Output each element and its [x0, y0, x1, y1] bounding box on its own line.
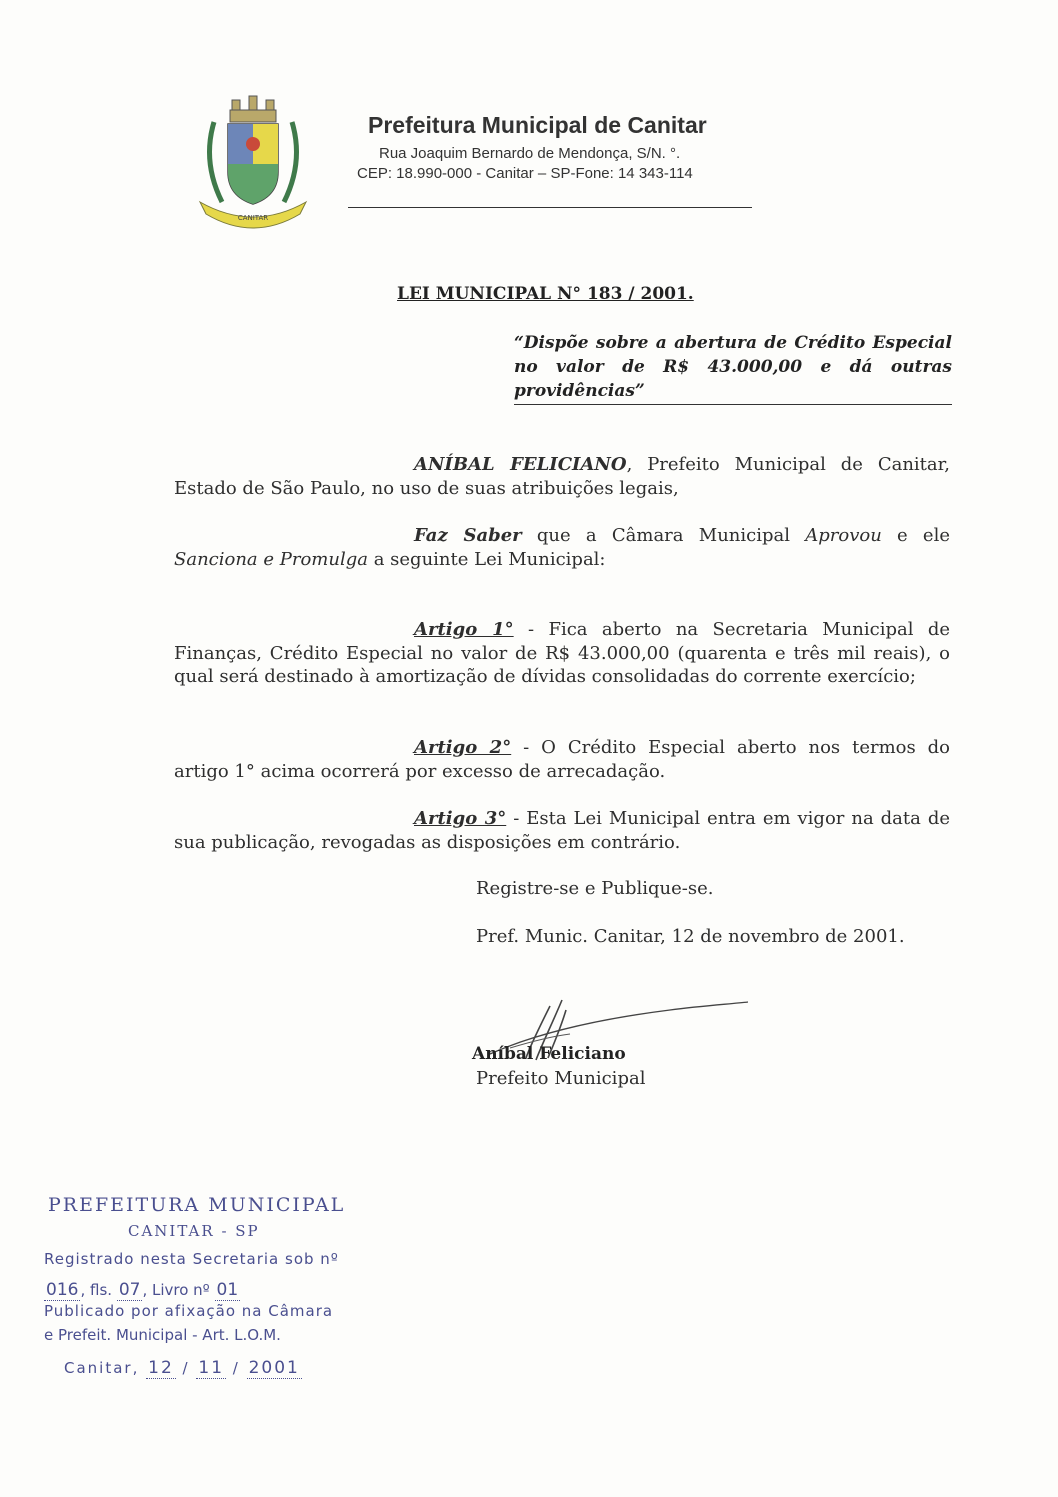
stamp-published-text: Publicado por afixação na Câmara: [44, 1302, 334, 1320]
article-3-text: - Esta Lei Municipal entra em vigor na data de sua publicação, revogadas as disposições em contrário.: [174, 808, 951, 853]
article-3: [174, 807, 950, 854]
stamp-canitar-label: Canitar,: [64, 1359, 140, 1377]
stamp-livro-label: , Livro nº: [142, 1281, 210, 1299]
article-3-label: Artigo 3°: [414, 808, 507, 829]
article-1-label: Artigo 1°: [414, 619, 514, 640]
stamp-article-text: e Prefeit. Municipal - Art. L.O.M.: [44, 1326, 281, 1344]
stamp-date-line: Canitar, 12 / 11 / 2001: [64, 1358, 300, 1378]
place-date-line: Pref. Munic. Canitar, 12 de novembro de 2001.: [476, 926, 905, 947]
stamp-fls-number: 07: [118, 1280, 141, 1300]
faz-saber-text-1: que a Câmara Municipal: [521, 525, 806, 546]
org-address: Rua Joaquim Bernardo de Mendonça, S/N. °.: [379, 145, 681, 162]
stamp-registration-line: [44, 1280, 240, 1300]
mayor-name: ANÍBAL FELICIANO: [414, 454, 627, 475]
faz-saber-paragraph: [174, 524, 950, 571]
intro-paragraph: [174, 453, 950, 500]
faz-saber-text-2: e ele: [881, 525, 950, 546]
stamp-livro-number: 01: [216, 1280, 239, 1300]
sanciona-text: Sanciona e Promulga: [174, 548, 368, 570]
intro-text: , Prefeito Municipal de Canitar, Estado de São Paulo, no uso de suas atribuições legais,: [174, 454, 950, 499]
article-2: [174, 736, 950, 783]
stamp-day: 12: [148, 1358, 174, 1378]
stamp-reg-number: 016: [46, 1280, 79, 1300]
article-1: [174, 618, 950, 689]
law-title: LEI MUNICIPAL N° 183 / 2001.: [397, 284, 694, 304]
signer-name: Aníbal Feliciano: [472, 1044, 626, 1064]
law-summary: “Dispõe sobre a abertura de Crédito Especial no valor de R$ 43.000,00 e dá outras providências”: [514, 331, 952, 405]
faz-saber-text-3: a seguinte Lei Municipal:: [367, 548, 606, 570]
faz-saber-lead: Faz Saber: [414, 525, 522, 546]
article-1-text: - Fica aberto na Secretaria Municipal de Finanças, Crédito Especial no valor de R$ 43.000,00 (quarenta e três mil reais), o qual será destinado à amortização de dívidas consolidadas do corrente exercício;: [174, 619, 951, 687]
article-2-label: Artigo 2°: [414, 737, 512, 758]
stamp-fls-label: , fls.: [80, 1281, 113, 1299]
coat-of-arms-icon: [192, 92, 314, 232]
header-divider: [348, 207, 752, 208]
org-name: Prefeitura Municipal de Canitar: [368, 112, 707, 138]
signer-role: Prefeito Municipal: [476, 1068, 646, 1089]
aprovou-text: Aprovou: [805, 525, 882, 546]
stamp-org: PREFEITURA MUNICIPAL: [48, 1194, 346, 1216]
stamp-month: 11: [198, 1358, 225, 1378]
stamp-year: 2001: [248, 1358, 300, 1378]
svg-text:CANITAR: CANITAR: [237, 214, 269, 222]
article-2-text: - O Crédito Especial aberto nos termos do artigo 1° acima ocorrerá por excesso de arrecadação.: [174, 737, 951, 782]
org-cep-phone: CEP: 18.990-000 - Canitar – SP-Fone: 14 343-114: [357, 165, 693, 182]
stamp-city: CANITAR - SP: [128, 1222, 260, 1240]
register-publish-line: Registre-se e Publique-se.: [476, 878, 714, 899]
registration-stamp: [40, 1188, 380, 1393]
stamp-registered-text: Registrado nesta Secretaria sob nº: [44, 1250, 339, 1268]
